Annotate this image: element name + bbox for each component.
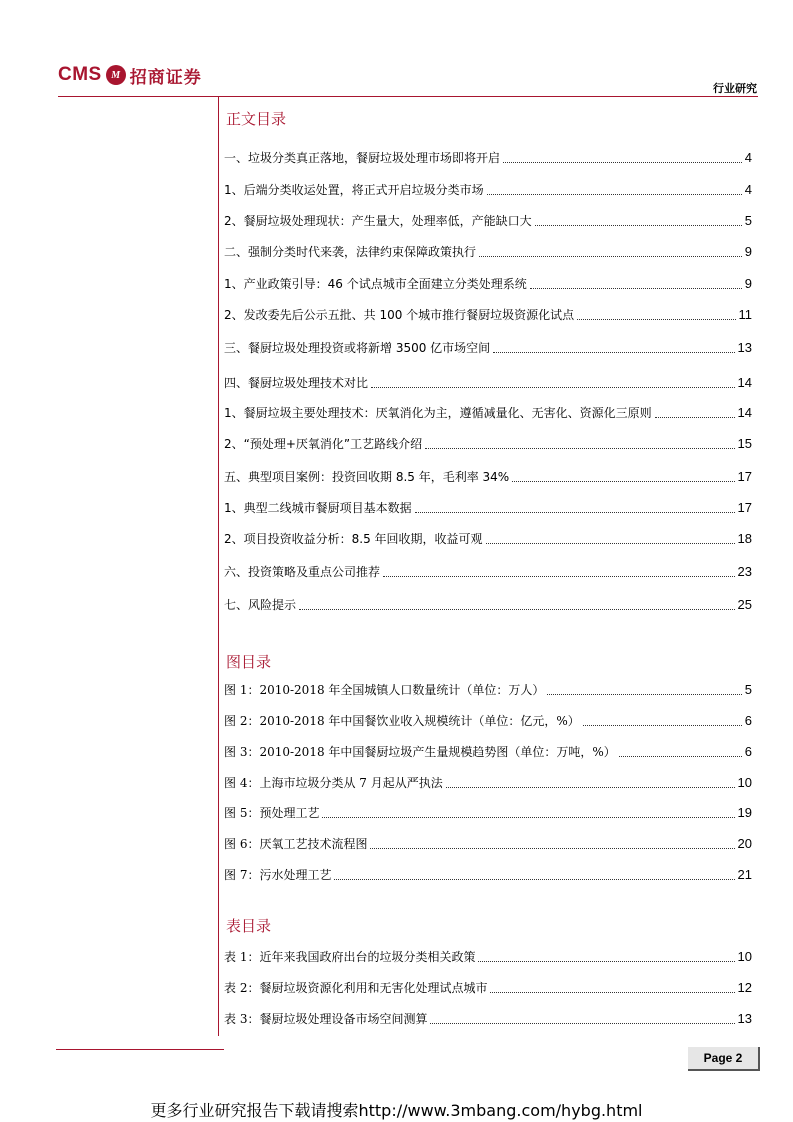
toc-entry[interactable] [224, 150, 752, 166]
figures-title: 图目录 [226, 653, 272, 671]
entry-title: 图 1：2010-2018 年全国城镇人口数量统计（单位：万人） [224, 683, 545, 697]
entry-page-number: 6 [744, 713, 752, 728]
entry-title: 2、发改委先后公示五批、共 100 个城市推行餐厨垃圾资源化试点 [224, 308, 575, 322]
toc-entry[interactable] [224, 375, 752, 391]
toc-entry[interactable] [224, 531, 752, 547]
dot-leader [577, 318, 735, 320]
header-divider [58, 96, 758, 97]
entry-title: 七、风险提示 [224, 598, 297, 612]
entry-page-number: 13 [737, 340, 752, 355]
entry-title: 2、餐厨垃圾处理现状：产生量大，处理率低，产能缺口大 [224, 214, 532, 228]
tables-entry[interactable] [224, 980, 752, 996]
toc-entry[interactable] [224, 182, 752, 198]
entry-page-number: 18 [737, 531, 752, 546]
entry-title: 图 7：污水处理工艺 [224, 868, 332, 882]
toc-entry[interactable] [224, 276, 752, 292]
entry-page-number: 9 [744, 276, 752, 291]
entry-page-number: 13 [737, 1011, 752, 1026]
entry-page-number: 12 [737, 980, 752, 995]
logo-cn-text: 招商证券 [129, 67, 202, 88]
entry-title: 表 1：近年来我国政府出台的垃圾分类相关政策 [224, 950, 476, 964]
entry-title: 图 2：2010-2018 年中国餐饮业收入规模统计（单位：亿元，%） [224, 714, 580, 728]
figures-entry[interactable] [224, 805, 752, 821]
entry-page-number: 14 [737, 375, 752, 390]
entry-page-number: 5 [744, 682, 752, 697]
figures-entry[interactable] [224, 867, 752, 883]
entry-page-number: 15 [737, 436, 752, 451]
entry-page-number: 17 [737, 469, 752, 484]
figures-entry[interactable] [224, 744, 752, 760]
figures-entry[interactable] [224, 682, 752, 698]
entry-title: 1、典型二线城市餐厨项目基本数据 [224, 501, 412, 515]
toc-title: 正文目录 [226, 110, 287, 128]
dot-leader [383, 575, 735, 577]
dot-leader [430, 1022, 734, 1024]
dot-leader [535, 224, 742, 226]
entry-title: 一、垃圾分类真正落地，餐厨垃圾处理市场即将开启 [224, 151, 501, 165]
entry-title: 1、后端分类收运处置，将正式开启垃圾分类市场 [224, 183, 484, 197]
entry-page-number: 9 [744, 244, 752, 259]
entry-page-number: 10 [737, 775, 752, 790]
download-link-text[interactable]: 更多行业研究报告下载请搜索http://www.3mbang.com/hybg.html [150, 1101, 643, 1120]
entry-title: 2、项目投资收益分析：8.5 年回收期，收益可观 [224, 532, 483, 546]
figures-entry[interactable] [224, 775, 752, 791]
entry-page-number: 5 [744, 213, 752, 228]
toc-entry[interactable] [224, 340, 752, 356]
dot-leader [322, 816, 734, 818]
entry-title: 2、“预处理+厌氧消化”工艺路线介绍 [224, 437, 423, 451]
toc-entry[interactable] [224, 469, 752, 485]
entry-page-number: 6 [744, 744, 752, 759]
dot-leader [479, 255, 742, 257]
entry-page-number: 17 [737, 500, 752, 515]
dot-leader [334, 878, 734, 880]
dot-leader [619, 755, 742, 757]
toc-entry[interactable] [224, 244, 752, 260]
dot-leader [370, 847, 734, 849]
dot-leader [486, 542, 735, 544]
toc-entry[interactable] [224, 405, 752, 421]
entry-page-number: 11 [738, 307, 752, 322]
entry-title: 图 3：2010-2018 年中国餐厨垃圾产生量规模趋势图（单位：万吨，%） [224, 745, 616, 759]
dot-leader [415, 511, 735, 513]
dot-leader [493, 351, 734, 353]
toc-entry[interactable] [224, 564, 752, 580]
tables-entry[interactable] [224, 1011, 752, 1027]
footnote-divider [56, 1049, 224, 1050]
entry-page-number: 25 [737, 597, 752, 612]
page-number-box: Page 2 [688, 1047, 760, 1071]
entry-title: 三、餐厨垃圾处理投资或将新增 3500 亿市场空间 [224, 341, 491, 355]
logo-mark-icon: M [106, 65, 126, 85]
entry-page-number: 14 [737, 405, 752, 420]
dot-leader [446, 786, 735, 788]
logo-text: CMS [58, 64, 102, 85]
toc-entry[interactable] [224, 597, 752, 613]
tables-entry[interactable] [224, 949, 752, 965]
entry-page-number: 4 [744, 182, 752, 197]
toc-entry[interactable] [224, 500, 752, 516]
entry-title: 六、投资策略及重点公司推荐 [224, 565, 381, 579]
entry-title: 图 5：预处理工艺 [224, 806, 320, 820]
dot-leader [299, 608, 735, 610]
tables-title: 表目录 [226, 917, 272, 935]
header-label: 行业研究 [713, 82, 757, 95]
entry-page-number: 10 [737, 949, 752, 964]
left-margin-rule [218, 96, 219, 1036]
entry-page-number: 19 [737, 805, 752, 820]
figures-entry[interactable] [224, 836, 752, 852]
entry-page-number: 20 [737, 836, 752, 851]
dot-leader [655, 416, 735, 418]
entry-page-number: 4 [744, 150, 752, 165]
toc-entry[interactable] [224, 436, 752, 452]
entry-page-number: 23 [737, 564, 752, 579]
entry-title: 图 6：厌氧工艺技术流程图 [224, 837, 368, 851]
entry-title: 表 2：餐厨垃圾资源化利用和无害化处理试点城市 [224, 981, 488, 995]
figures-entry[interactable] [224, 713, 752, 729]
toc-entry[interactable] [224, 213, 752, 229]
dot-leader [530, 287, 742, 289]
dot-leader [547, 693, 741, 695]
entry-title: 1、餐厨垃圾主要处理技术：厌氧消化为主，遵循减量化、无害化、资源化三原则 [224, 406, 652, 420]
toc-entry[interactable] [224, 307, 752, 323]
dot-leader [371, 386, 735, 388]
entry-title: 表 3：餐厨垃圾处理设备市场空间测算 [224, 1012, 428, 1026]
entry-page-number: 21 [737, 867, 752, 882]
dot-leader [478, 960, 734, 962]
entry-title: 1、产业政策引导：46 个试点城市全面建立分类处理系统 [224, 277, 527, 291]
dot-leader [425, 447, 734, 449]
dot-leader [583, 724, 742, 726]
entry-title: 二、强制分类时代来袭，法律约束保障政策执行 [224, 245, 477, 259]
dot-leader [503, 161, 742, 163]
entry-title: 五、典型项目案例：投资回收期 8.5 年，毛利率 34% [224, 470, 510, 484]
entry-title: 图 4：上海市垃圾分类从 7 月起从严执法 [224, 776, 443, 790]
entry-title: 四、餐厨垃圾处理技术对比 [224, 376, 369, 390]
dot-leader [487, 193, 742, 195]
dot-leader [490, 991, 734, 993]
dot-leader [512, 480, 734, 482]
brand-logo [58, 62, 202, 88]
